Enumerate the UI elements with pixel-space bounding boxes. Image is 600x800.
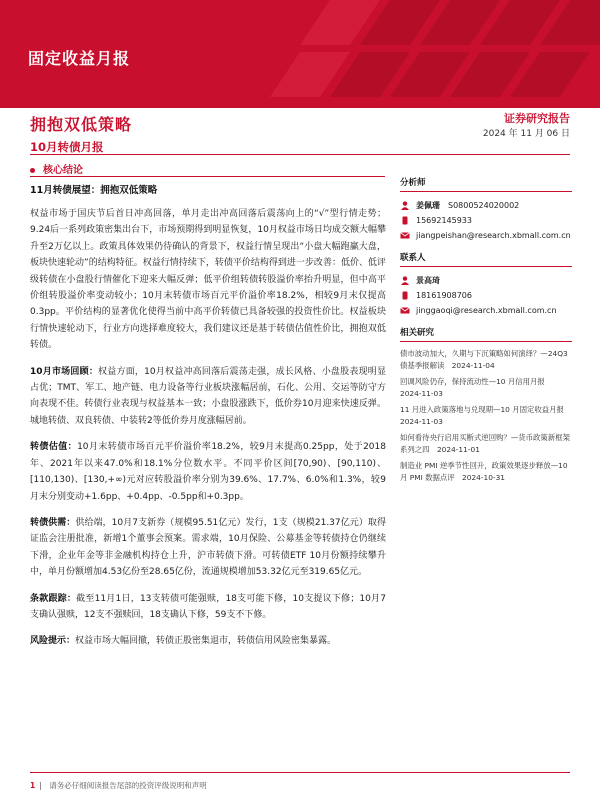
title-divider (30, 154, 570, 155)
contact-phone: 18161908706 (416, 291, 472, 300)
risk-warning-paragraph (30, 633, 386, 649)
header-decoration (240, 0, 600, 108)
related-divider (400, 341, 572, 342)
footer-disclaimer: 请务必仔细阅读报告尾部的投资评级说明和声明 (49, 781, 207, 790)
report-date: 2024 年 11 月 06 日 (482, 129, 570, 139)
header-title: 固定收益月报 (28, 49, 131, 68)
related-item[interactable]: 11 月进入政策落地与兑现期—10 月固定收益月报 2024-11-03 (400, 405, 572, 426)
analyst-divider (400, 191, 572, 192)
report-subtitle: 10月转债月报 (30, 140, 104, 154)
valuation-paragraph (30, 439, 386, 505)
contact-name: 景高琦 (416, 276, 440, 285)
supply-demand-lead: 转债供需： (30, 517, 76, 528)
bullet-icon (30, 168, 35, 173)
page-number: 1 (30, 781, 36, 790)
risk-warning-text: 权益市场大幅回撤，转债正股密集退市，转债信用风险密集暴露。 (75, 636, 337, 647)
report-title: 拥抱双低策略 (30, 115, 133, 134)
contact-section-title: 联系人 (400, 253, 426, 263)
contact-email[interactable]: jinggaoqi@research.xbmall.com.cn (416, 306, 557, 315)
analyst-card (400, 198, 572, 243)
market-review-text: 权益方面，10月权益冲高回落后震荡走强，成长风格、小盘股表现明显占优；TMT、军工、地产链、电力设备等行业板块涨幅居前，石化、公用、交运等防守方向表现不佳。转债行业表现与权益基本一致；小盘股涨跌下，低价券10月迎来快速反弹。城地转债、双良转债、中装转2等低价券月度涨幅居前。 (30, 366, 386, 426)
phone-icon (400, 216, 410, 225)
footer (30, 780, 207, 791)
related-item[interactable]: 债市波动加大，久期与下沉策略如何演绎？—24Q3债基季报解读 2024-11-04 (400, 349, 568, 370)
outlook-paragraph: 权益市场于国庆节后首日冲高回落，单月走出冲高回落后震荡向上的“√”型行情走势；9.24后一系列政策密集出台下，市场预期得到明显恢复，10月权益市场日均成交额大幅攀升至2万亿以上。政策具体效果仍待确认的背景下，权益行情呈现出“小盘大幅跑赢大盘，板块快速轮动”的结构特征。权益行情持续下，转债平价结构得到进一步改善：低价、低评级转债在小盘股行情催化下迎来大幅反弹；低平价组转债转股溢价率抬升明显，但中高平价组转股溢价率变动较小；10月末转债市场百元平价溢价率18.2%，相较9月末仅提高0.3pp。平价结构的显著优化使得当前中高平价转债已具备较强的投资性价比。权益板块行情快速轮动下，行业方向选择难度较大，我们建议还是基于转债估值性价比，拥抱双低转债。 (30, 209, 386, 351)
sidebar (400, 176, 572, 488)
supply-demand-text: 供给端，10月7支新券（规模95.51亿元）发行，1支（规模21.37亿元）取得证监会注册批准，新增1个董事会预案。需求端，10月保险、公募基金等转债持仓仍继续下滑，企业年金等非金融机构持仓上升，沪市转债下滑。可转债ETF 10月份额持续攀升中，单月份额增加4.53亿份至28.65亿份，流通规模增加53.32亿元至319.65亿元。 (30, 517, 386, 578)
outlook-headline: 11月转债展望：拥抱双低策略 (30, 185, 158, 196)
core-conclusion-text: 核心结论 (43, 165, 83, 176)
related-item[interactable]: 回调风险仍存，保持流动性—10 月信用月报 2024-11-03 (400, 377, 553, 398)
analyst-phone-row (400, 213, 572, 228)
header-band (0, 0, 600, 108)
analyst-phone: 15692145933 (416, 216, 472, 225)
related-list (400, 348, 572, 484)
email-icon (400, 231, 410, 240)
supply-demand-paragraph (30, 515, 386, 581)
email-icon (400, 306, 410, 315)
clause-tracking-paragraph (30, 591, 386, 624)
core-conclusion-label (30, 161, 83, 176)
person-icon (400, 201, 410, 210)
analyst-section-title: 分析师 (400, 178, 426, 188)
valuation-lead: 转债估值： (30, 442, 78, 453)
analyst-email[interactable]: jiangpeishan@research.xbmall.com.cn (416, 231, 571, 240)
core-divider (30, 176, 385, 177)
analyst-name-row (400, 198, 572, 213)
clause-tracking-lead: 条款跟踪： (30, 593, 77, 604)
analyst-cert: S0800524020002 (448, 201, 520, 210)
valuation-text: 10月末转债市场百元平价溢价率18.2%，较9月末提高0.25pp，处于2018年、2021年以来47.0%和18.1%分位数水平。不同平价区间[70,90)、[90,110)、[110,130)、[130,+∞)元对应转股溢价率分别为39.6%、17.7%、6.0%和1.3%，较9月末分别变动+1.6pp、+0.4pp、-0.5pp和+0.3pp。 (30, 442, 386, 502)
related-item[interactable]: 制造业 PMI 逆季节性回升，政策效果逐步释放—10 月 PMI 数据点评 2024-10-31 (400, 461, 568, 482)
clause-tracking-text: 截至11月1日，13支转债可能强赎，18支可能下修，10支提议下修；10月7支确认强赎，12支不强赎回，18支确认下修，59支不下修。 (30, 593, 386, 620)
contact-divider (400, 266, 572, 267)
page-separator: | (39, 781, 50, 790)
risk-warning-lead: 风险提示： (30, 636, 76, 647)
related-item[interactable]: 如何看待央行启用买断式逆回购？—货币政策新框架系列之四 2024-11-01 (400, 433, 570, 454)
analyst-name: 姜佩珊 (416, 201, 440, 210)
analyst-email-row (400, 228, 572, 243)
person-icon (400, 276, 410, 285)
market-review-lead: 10月市场回顾： (30, 366, 99, 377)
related-section-title: 相关研究 (400, 328, 435, 338)
footer-divider (30, 772, 570, 773)
contact-email-row (400, 303, 572, 318)
phone-icon (400, 291, 410, 300)
market-review-paragraph (30, 364, 386, 430)
contact-card (400, 273, 572, 318)
contact-phone-row (400, 288, 572, 303)
main-content (30, 182, 386, 660)
contact-name-row (400, 273, 572, 288)
report-type: 证券研究报告 (504, 112, 570, 125)
